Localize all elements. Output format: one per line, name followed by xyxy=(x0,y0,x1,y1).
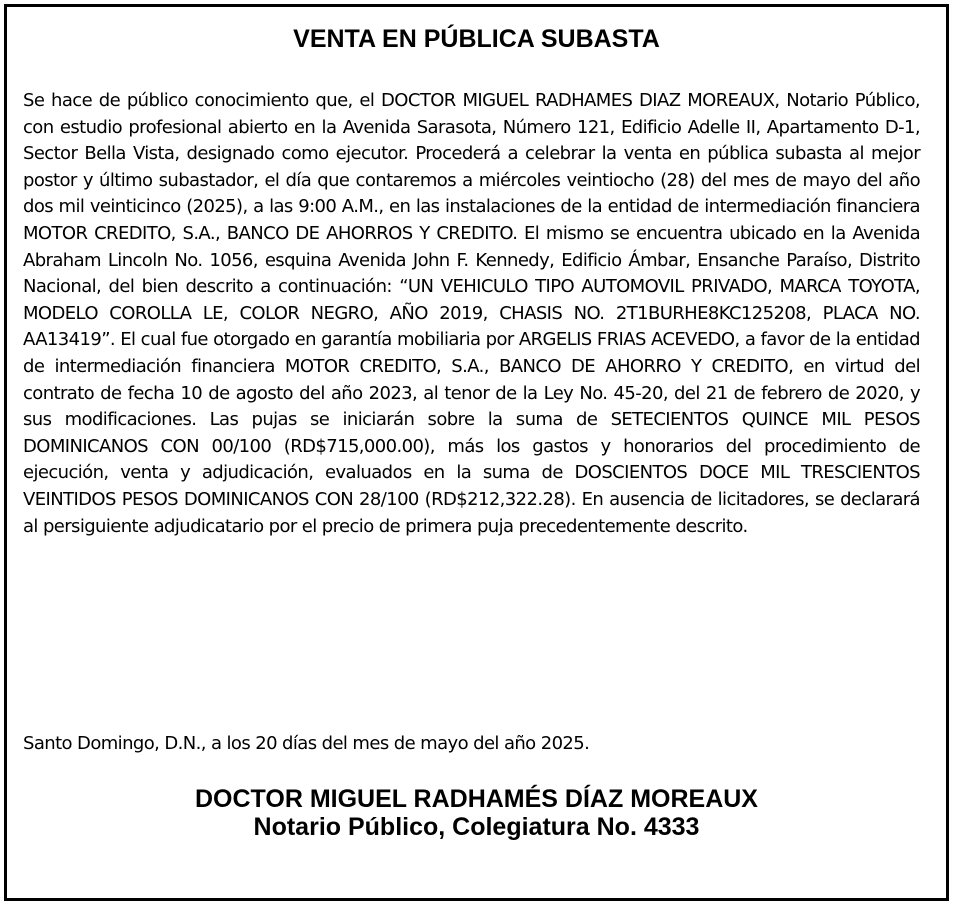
signature-name: DOCTOR MIGUEL RADHAMÉS DÍAZ MOREAUX xyxy=(195,785,758,813)
notice-date-line: Santo Domingo, D.N., a los 20 días del mes de mayo del año 2025. xyxy=(23,733,590,754)
notice-body: Se hace de público conocimiento que, el DOCTOR MIGUEL RADHAMES DIAZ MOREAUX, Notario Público, con estudio profesional abierto en la Avenida Sarasota, Número 121, Edificio Adelle II, Apartamento D-1, Sector Bella Vista, designado como ejecutor. Procederá a celebrar la venta en pública subasta al mejor postor y último subastador, el día que contaremos a miércoles veintiocho (28) del mes de mayo del año dos mil veinticinco (2025), a las 9:00 A.M., en las instalaciones de la entidad de intermediación financiera MOTOR CREDITO, S.A., BANCO DE AHORROS Y CREDITO. El mismo se encuentra ubicado en la Avenida Abraham Lincoln No. 1056, esquina Avenida John F. Kennedy, Edificio Ámbar, Ensanche Paraíso, Distrito Nacional, del bien descrito a continuación: “UN VEHICULO TIPO AUTOMOVIL PRIVADO, MARCA TOYOTA, MODELO COROLLA LE, COLOR NEGRO, AÑO 2019, CHASIS NO. 2T1BURHE8KC125208, PLACA NO. AA13419”. El cual fue otorgado en garantía mobiliaria por ARGELIS FRIAS ACEVEDO, a favor de la entidad de intermediación financiera MOTOR CREDITO, S.A., BANCO DE AHORRO Y CREDITO, en virtud del contrato de fecha 10 de agosto del año 2023, al tenor de la Ley No. 45-20, del 21 de febrero de 2020, y sus modificaciones. Las pujas se iniciarán sobre la suma de SETECIENTOS QUINCE MIL PESOS DOMINICANOS CON 00/100 (RD$715,000.00), más los gastos y honorarios del procedimiento de ejecución, venta y adjudicación, evaluados en la suma de DOSCIENTOS DOCE MIL TRESCIENTOS VEINTIDOS PESOS DOMINICANOS CON 28/100 (RD$212,322.28). En ausencia de licitadores, se declarará al persiguiente adjudicatario por el precio de primera puja precedentemente descrito. xyxy=(23,90,920,537)
notice-title: VENTA EN PÚBLICA SUBASTA xyxy=(293,25,660,53)
signature-title: Notario Público, Colegiatura No. 4333 xyxy=(253,813,700,841)
